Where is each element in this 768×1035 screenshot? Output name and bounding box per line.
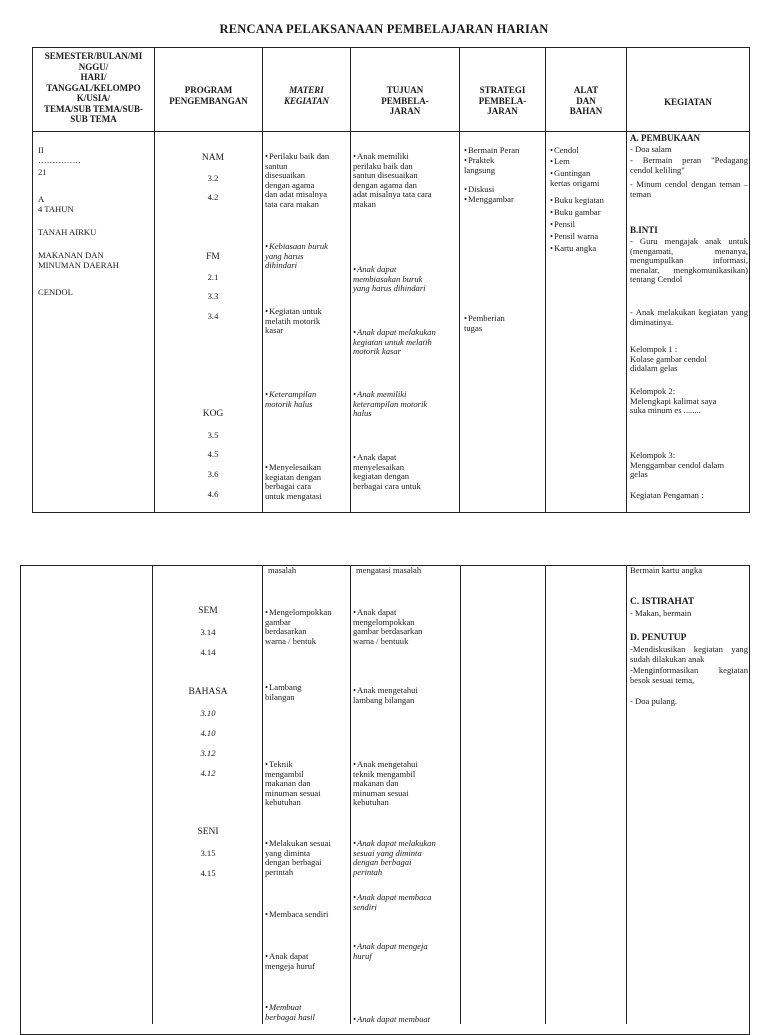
strategi-item: • Pemberian tugas [464, 314, 546, 333]
column-divider [152, 565, 153, 1024]
kegiatan-text: - Makan, bermain [630, 608, 692, 618]
program-fm: FM [206, 252, 220, 262]
age-value: 4 TAHUN [38, 204, 74, 214]
program-code: 3.3 [207, 291, 219, 301]
program-seni: SENI [197, 827, 219, 837]
kegiatan-continuation: Bermain kartu angka [630, 565, 703, 575]
tujuan-item: • Anak memiliki perilaku baik dan santun disesuaikan dengan agama dan adat misalnya tata cara makan [353, 152, 459, 210]
materi-item: • Membaca sendiri [265, 910, 351, 920]
semester-value: II [38, 145, 44, 155]
column-divider [545, 565, 546, 1024]
kegiatan-group: Kelompok 3: Menggambar cendol dalam gelas [630, 450, 725, 480]
alat-item: • Pensil warna [550, 232, 626, 242]
tujuan-continuation: mengatasi masalah [356, 565, 422, 575]
program-nam: NAM [201, 153, 225, 163]
tujuan-item: • Anak dapat membaca sendiri [353, 893, 459, 912]
materi-item: • Keterampilan motorik halus [265, 390, 351, 409]
column-divider [262, 565, 263, 1024]
column-divider [459, 47, 460, 513]
kegiatan-pembukaan-title: A. PEMBUKAAN [630, 133, 700, 143]
header-divider [32, 131, 750, 132]
kegiatan-istirahat-title: C. ISTIRAHAT [630, 597, 695, 607]
column-divider [626, 565, 627, 1024]
kegiatan-penutup-title: D. PENUTUP [630, 633, 687, 643]
theme-value: TANAH AIRKU [38, 227, 97, 237]
column-divider [626, 47, 627, 513]
program-code: 3.4 [207, 311, 219, 321]
kegiatan-text: - Guru mengajak anak untuk (mengamati, menanya, mengumpulkan informasi, menalar, mengkomunikasikan) tentang Cendol [630, 236, 748, 285]
strategi-item: • Diskusi [464, 185, 546, 195]
tujuan-item: • Anak memiliki keterampilan motorik halus [353, 390, 459, 419]
kegiatan-text: -Menginformasikan kegiatan besok sesuai tema, [630, 665, 748, 685]
strategi-item: • Menggambar [464, 195, 546, 205]
column-divider [154, 47, 155, 513]
materi-item: • Lambang bilangan [265, 683, 351, 702]
tujuan-item: • Anak dapat melakukan kegiatan untuk melatih motorik kasar [353, 328, 459, 357]
kegiatan-group: Kelompok 2: Melengkapi kalimat saya suka minum es ........ [630, 386, 717, 416]
alat-item: • Buku kegiatan [550, 196, 626, 206]
tujuan-item: • Anak dapat mengeja huruf [353, 942, 459, 961]
tujuan-item: • Anak dapat membiasakan buruk yang harus dihindari [353, 265, 459, 294]
kegiatan-text: - Doa pulang. [630, 696, 678, 706]
program-code: 3.5 [207, 430, 219, 440]
program-code: 4.2 [207, 192, 219, 202]
kegiatan-inti-title: B.INTI [630, 225, 658, 235]
program-code: 4.5 [207, 449, 219, 459]
materi-item: • Kebiasaan buruk yang harus dihindari [265, 242, 351, 271]
program-kog: KOG [202, 409, 224, 419]
header-strategi: STRATEGI PEMBELA- JARAN [478, 85, 527, 116]
header-tujuan: TUJUAN PEMBELA- JARAN [381, 85, 429, 116]
program-code: 3.15 [200, 848, 216, 858]
kegiatan-text: -Mendiskusikan kegiatan yang sudah dilakukan anak [630, 644, 748, 664]
program-bahasa: BAHASA [188, 687, 228, 697]
group-value: A [38, 194, 45, 204]
materi-item: • Mengelompokkan gambar berdasarkan warna / bentuk [265, 608, 351, 646]
kegiatan-group: Kelompok 1 : Kolase gambar cendol didalam gelas [630, 344, 707, 374]
materi-item: • Menyelesaikan kegiatan dengan berbagai cara untuk mengatasi [265, 463, 351, 501]
alat-item: • Pensil [550, 220, 626, 230]
subtheme-value: MAKANAN DAN MINUMAN DAERAH [38, 250, 119, 270]
program-code: 3.10 [200, 708, 216, 718]
materi-item: • Teknik mengambil makanan dan minuman sesuai kebutuhan [265, 760, 351, 808]
materi-item: • Anak dapat mengeja huruf [265, 952, 351, 971]
program-code: 4.12 [200, 768, 216, 778]
program-code: 3.6 [207, 469, 219, 479]
tujuan-item: • Anak dapat menyelesaikan kegiatan dengan berbagai cara untuk [353, 453, 459, 491]
kegiatan-text: - Bermain peran "Pedagang cendol keliling" [630, 155, 748, 175]
kegiatan-text: - Doa salam [630, 144, 672, 154]
materi-item: • Melakukan sesuai yang diminta dengan berbagai perintah [265, 839, 351, 877]
page-title: RENCANA PELAKSANAAN PEMBELAJARAN HARIAN [219, 22, 549, 36]
program-code: 3.14 [200, 627, 216, 637]
program-code: 4.14 [200, 647, 216, 657]
program-code: 2.1 [207, 272, 219, 282]
program-code: 4.15 [200, 868, 216, 878]
kegiatan-text: - Anak melakukan kegiatan yang diminatinya. [630, 307, 748, 327]
column-divider [262, 47, 263, 513]
kegiatan-pengaman: Kegiatan Pengaman : [630, 490, 704, 500]
subsubtheme-value: CENDOL [38, 287, 73, 297]
dots-placeholder: …………… [38, 155, 81, 165]
strategi-item: • Praktek langsung [464, 156, 546, 175]
tujuan-item: • Anak dapat membuat [353, 1015, 459, 1025]
program-code: 3.2 [207, 173, 219, 183]
materi-item: • Perilaku baik dan santun disesuaikan dengan agama dan adat misalnya tata cara makan [265, 152, 351, 210]
header-kegiatan: KEGIATAN [664, 97, 712, 107]
header-semester: SEMESTER/BULAN/MI NGGU/ HARI/ TANGGAL/KELOMPO K/USIA/ TEMA/SUB TEMA/SUB- SUB TEMA [43, 51, 144, 124]
column-divider [460, 565, 461, 1024]
tujuan-item: • Anak dapat mengelompokkan gambar berdasarkan warna / bentuuk [353, 608, 459, 646]
header-alat: ALAT DAN BAHAN [569, 85, 603, 116]
materi-continuation: masalah [268, 565, 297, 575]
alat-item: • Kartu angka [550, 244, 626, 254]
tujuan-item: • Anak mengetahui teknik mengambil makanan dan minuman sesuai kebutuhan [353, 760, 459, 808]
tujuan-item: • Anak dapat melakukan sesuai yang diminta dengan berbagai perintah [353, 839, 459, 877]
alat-item: • Cendol [550, 146, 626, 156]
alat-item: • Lem [550, 157, 626, 167]
materi-item: • Kegiatan untuk melatih motorik kasar [265, 307, 351, 336]
strategi-item: • Bermain Peran [464, 146, 546, 156]
program-sem: SEM [198, 606, 218, 616]
program-code: 3.12 [200, 748, 216, 758]
tujuan-item: • Anak mengetahui lambang bilangan [353, 686, 459, 705]
alat-item: • Buku gambar [550, 208, 626, 218]
program-code: 4.10 [200, 728, 216, 738]
column-divider [350, 47, 351, 513]
column-divider [545, 47, 546, 513]
date-value: 21 [38, 167, 47, 177]
header-materi: MATERI KEGIATAN [283, 85, 330, 106]
header-program: PROGRAM PENGEMBANGAN [169, 85, 248, 106]
kegiatan-text: - Minum cendol dengan teman – teman [630, 179, 748, 199]
program-code: 4.6 [207, 489, 219, 499]
materi-item: • Membuat berbagai hasil [265, 1003, 351, 1022]
alat-item: • Guntingan kertas origami [550, 169, 626, 188]
